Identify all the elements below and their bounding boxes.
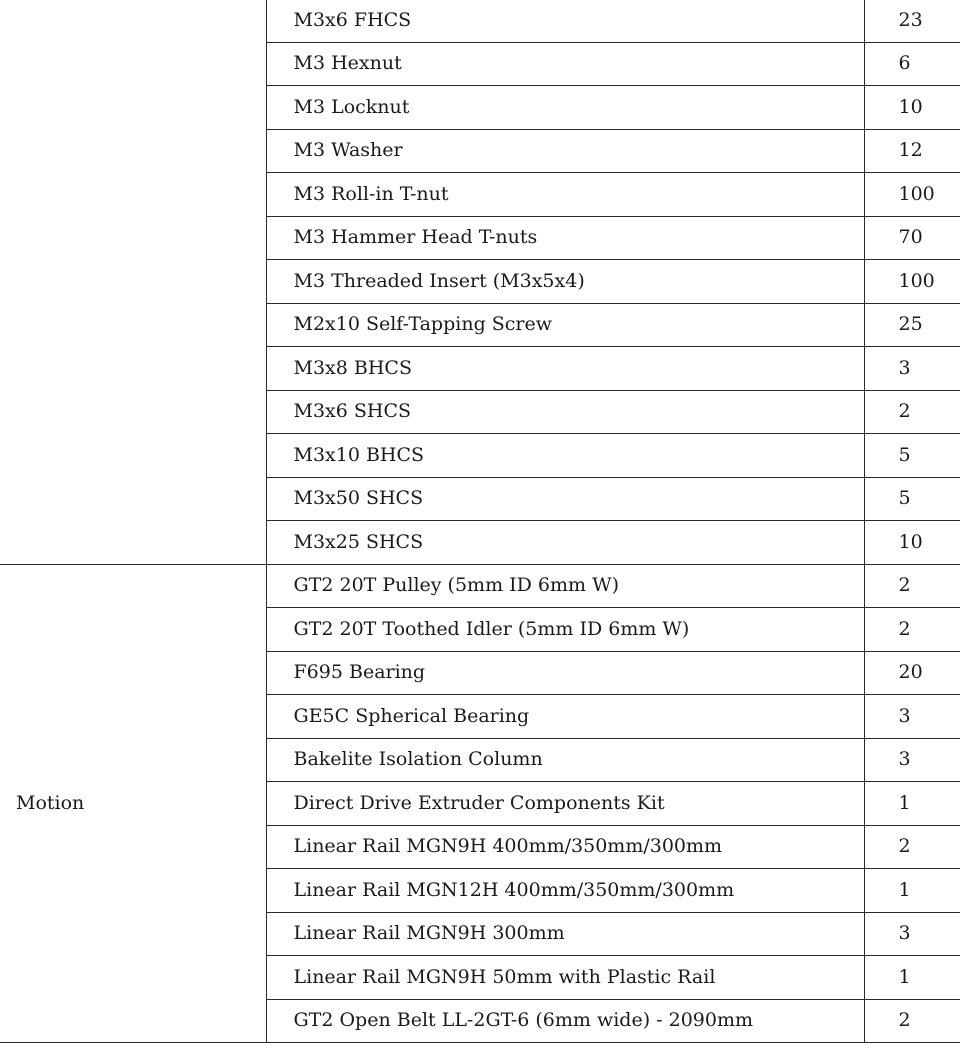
part-name-cell: M3x25 SHCS [266, 521, 864, 565]
part-name-cell: M3x8 BHCS [266, 347, 864, 391]
part-name-cell: M3 Hexnut [266, 42, 864, 86]
part-name-cell: Linear Rail MGN9H 400mm/350mm/300mm [266, 825, 864, 869]
part-name-cell: M3x50 SHCS [266, 477, 864, 521]
quantity-cell: 3 [864, 738, 960, 782]
part-name-cell: Linear Rail MGN12H 400mm/350mm/300mm [266, 869, 864, 913]
part-name-cell: GE5C Spherical Bearing [266, 695, 864, 739]
part-name-cell: M3x10 BHCS [266, 434, 864, 478]
part-name-cell: M3 Roll-in T-nut [266, 173, 864, 217]
quantity-cell: 2 [864, 564, 960, 608]
quantity-cell: 25 [864, 303, 960, 347]
table-row [0, 564, 960, 608]
quantity-cell: 3 [864, 347, 960, 391]
category-cell: Motion [0, 564, 266, 1043]
quantity-cell: 10 [864, 86, 960, 130]
part-name-cell: M3 Washer [266, 129, 864, 173]
quantity-cell: 100 [864, 260, 960, 304]
part-name-cell: M3 Hammer Head T-nuts [266, 216, 864, 260]
part-name-cell: M3 Locknut [266, 86, 864, 130]
quantity-cell: 1 [864, 782, 960, 826]
quantity-cell: 20 [864, 651, 960, 695]
quantity-cell: 3 [864, 695, 960, 739]
quantity-cell: 1 [864, 869, 960, 913]
part-name-cell: GT2 20T Toothed Idler (5mm ID 6mm W) [266, 608, 864, 652]
part-name-cell: M3 Threaded Insert (M3x5x4) [266, 260, 864, 304]
part-name-cell: M2x10 Self-Tapping Screw [266, 303, 864, 347]
quantity-cell: 70 [864, 216, 960, 260]
category-cell [0, 0, 266, 564]
quantity-cell: 2 [864, 390, 960, 434]
part-name-cell: GT2 20T Pulley (5mm ID 6mm W) [266, 564, 864, 608]
quantity-cell: 2 [864, 999, 960, 1043]
part-name-cell: F695 Bearing [266, 651, 864, 695]
part-name-cell: GT2 Open Belt LL-2GT-6 (6mm wide) - 2090mm [266, 999, 864, 1043]
quantity-cell: 12 [864, 129, 960, 173]
part-name-cell: M3x6 SHCS [266, 390, 864, 434]
quantity-cell: 2 [864, 608, 960, 652]
part-name-cell: M3x6 FHCS [266, 0, 864, 42]
quantity-cell: 1 [864, 956, 960, 1000]
quantity-cell: 5 [864, 434, 960, 478]
quantity-cell: 6 [864, 42, 960, 86]
part-name-cell: Linear Rail MGN9H 50mm with Plastic Rail [266, 956, 864, 1000]
table-row [0, 0, 960, 42]
quantity-cell: 2 [864, 825, 960, 869]
quantity-cell: 10 [864, 521, 960, 565]
part-name-cell: Direct Drive Extruder Components Kit [266, 782, 864, 826]
part-name-cell: Linear Rail MGN9H 300mm [266, 912, 864, 956]
quantity-cell: 100 [864, 173, 960, 217]
quantity-cell: 23 [864, 0, 960, 42]
quantity-cell: 3 [864, 912, 960, 956]
quantity-cell: 5 [864, 477, 960, 521]
part-name-cell: Bakelite Isolation Column [266, 738, 864, 782]
